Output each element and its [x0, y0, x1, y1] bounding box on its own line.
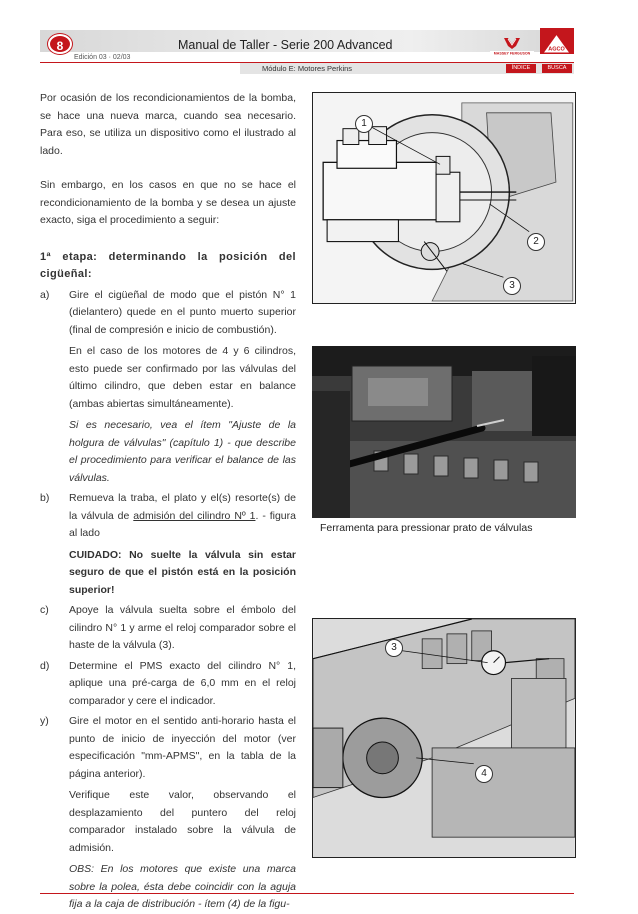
list-marker: c) — [40, 604, 49, 616]
item-b-underlined: admisión del cilindro Nº 1 — [133, 509, 256, 522]
agco-logo — [543, 35, 570, 53]
list-item-a-reference: Si es necesario, vea el ítem "Ajuste de la holgura de válvulas" (capítulo 1) - que describe el procedimiento para verificar el balance de las válvulas. — [69, 419, 296, 484]
list-item-text — [69, 490, 296, 543]
observation-note: OBS: En los motores que existe una marca sobre la polea, ésta debe coincidir con la aguja fija a la caja de distribución - ítem (4) de la figu- — [69, 863, 296, 910]
list-item-y — [40, 713, 296, 783]
warning-note: CUIDADO: No suelte la válvula sin estar seguro de que el pistón está en la posición superior! — [69, 548, 296, 596]
list-item-b — [40, 490, 296, 543]
callout-3: 3 — [503, 277, 521, 295]
dial-indicator-illustration — [313, 619, 575, 857]
page-number: 8 — [48, 34, 72, 54]
list-item-y-note: Verifique este valor, observando el desplazamiento del puntero del reloj comparador instalado sobre la válvula de admisión. — [69, 789, 296, 854]
item-b-pre: Remueva la traba, el plato y el(s) resorte(s) de la válvula de — [69, 492, 296, 522]
valve-tool-photo — [312, 346, 576, 518]
callout-1: 1 — [355, 115, 373, 133]
agco-logo-text: AGCO — [548, 46, 565, 53]
figure-caption: Ferramenta para pressionar prato de válvulas — [320, 522, 533, 534]
mf-logo-text: MASSEY FERGUSON — [493, 51, 531, 56]
callout-4: 4 — [475, 765, 493, 783]
callout-3: 3 — [385, 639, 403, 657]
item-b-post: . - figura al lado — [69, 509, 296, 539]
list-item-d — [40, 658, 296, 711]
list-item-a-note: En el caso de los motores de 4 y 6 cilindros, esto puede ser confirmado por las válvulas del último cilindro, que deben estar en balance (ambas abiertas simultáneamente). — [69, 345, 296, 410]
list-item-a — [40, 287, 296, 340]
index-button[interactable]: ÍNDICE — [506, 64, 536, 73]
list-item-text: Determine el PMS exacto del cilindro N° 1, aplique una pré-carga de 6,0 mm en el reloj comparador y cere el indicador. — [69, 659, 296, 707]
footer-divider — [40, 893, 574, 894]
edition-label: Edición 03 · 02/03 — [74, 54, 131, 61]
list-item-text: Gire el cigüeñal de modo que el pistón N° 1 (dielantero) quede en el punto muerto superior (final de compresión e inicio de combustión). — [69, 288, 296, 336]
massey-ferguson-logo — [488, 36, 536, 56]
document-title: Manual de Taller - Serie 200 Advanced — [178, 38, 393, 52]
second-paragraph: Sin embargo, en los casos en que no se hace el recondicionamiento de la bomba y se desea un ajuste exacto, siga el procedimiento a seguir: — [40, 179, 296, 226]
callout-2: 2 — [527, 233, 545, 251]
intro-paragraph: Por ocasión de los recondicionamientos de la bomba, se hace una nueva marca, cuando sea necesario. Para eso, se utiliza un dispositivo como el ilustrado al lado. — [40, 92, 296, 157]
list-marker: d) — [40, 659, 50, 672]
list-item-text: Gire el motor en el sentido anti-horario hasta el punto de inicio de inyección del motor (ver especificación "mm-APMS", en la tabla de la página anterior). — [69, 715, 296, 780]
list-item-text: Apoye la válvula suelta sobre el émbolo del cilindro N° 1 y arme el reloj comparador sobre el haste de la válvula (3). — [69, 604, 296, 651]
pump-marking-device-figure — [312, 92, 576, 304]
dial-indicator-figure — [312, 618, 576, 858]
list-item-c — [40, 602, 296, 655]
search-button[interactable]: BUSCA — [542, 64, 572, 73]
list-marker: b) — [40, 492, 50, 504]
list-marker: y) — [40, 715, 49, 727]
step-heading: 1ª etapa: determinando la posición del cigüeñal: — [40, 250, 296, 280]
text-column — [40, 90, 296, 914]
module-label: Módulo E: Motores Perkins — [262, 64, 353, 73]
list-marker: a) — [40, 288, 50, 301]
valve-tool-illustration — [312, 346, 576, 518]
pump-device-illustration — [313, 93, 575, 303]
